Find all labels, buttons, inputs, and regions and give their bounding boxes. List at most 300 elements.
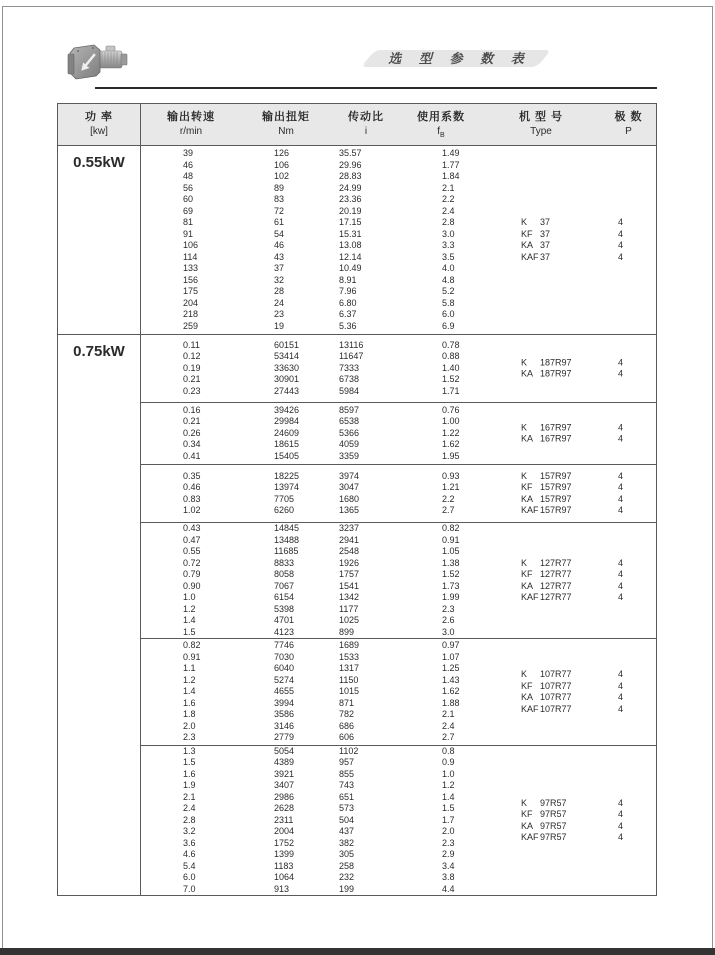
cell-ratio: 6.37 bbox=[339, 309, 357, 319]
model-size: 127R77 bbox=[540, 580, 572, 591]
data-row bbox=[141, 849, 656, 861]
cell-service-factor: 1.52 bbox=[442, 374, 460, 385]
cell-output-torque: 8833 bbox=[274, 557, 295, 568]
cell-output-speed: 218 bbox=[183, 309, 199, 319]
data-row bbox=[141, 861, 656, 873]
model-entry bbox=[521, 832, 623, 844]
data-row bbox=[141, 523, 656, 535]
data-row bbox=[141, 194, 656, 206]
cell-output-speed: 2.8 bbox=[183, 814, 196, 825]
cell-service-factor: 1.49 bbox=[442, 148, 460, 158]
header-rule bbox=[95, 87, 657, 89]
column-header-6 bbox=[601, 104, 656, 145]
cell-output-torque: 2311 bbox=[274, 814, 294, 825]
cell-service-factor: 1.05 bbox=[442, 546, 460, 556]
cell-service-factor: 4.0 bbox=[442, 263, 455, 273]
model-poles: 4 bbox=[618, 357, 624, 367]
model-prefix: KF bbox=[521, 482, 533, 492]
model-prefix: K bbox=[521, 422, 528, 432]
cell-output-speed: 6.0 bbox=[183, 872, 196, 883]
cell-output-speed: 48 bbox=[183, 171, 194, 181]
cell-output-torque: 126 bbox=[274, 148, 290, 158]
cell-output-speed: 4.6 bbox=[183, 849, 196, 860]
data-row bbox=[141, 769, 656, 781]
cell-output-speed: 175 bbox=[183, 286, 199, 296]
data-row bbox=[141, 780, 656, 792]
cell-service-factor: 0.88 bbox=[442, 351, 460, 362]
cell-output-torque: 83 bbox=[274, 194, 285, 204]
model-list bbox=[521, 471, 623, 517]
column-header-label: 机 型 号 bbox=[518, 111, 564, 123]
cell-output-torque: 53414 bbox=[274, 351, 300, 362]
cell-service-factor: 3.3 bbox=[442, 240, 455, 250]
selection-parameter-table bbox=[57, 103, 657, 896]
cell-service-factor: 1.77 bbox=[442, 159, 460, 170]
cell-ratio: 1541 bbox=[339, 580, 360, 591]
cell-service-factor: 2.1 bbox=[442, 709, 455, 720]
cell-output-speed: 1.2 bbox=[183, 674, 196, 685]
cell-ratio: 1317 bbox=[339, 663, 360, 674]
column-header-label: 功 率 bbox=[84, 111, 114, 123]
cell-output-speed: 0.91 bbox=[183, 651, 201, 662]
model-entry bbox=[521, 217, 623, 229]
cell-ratio: 1926 bbox=[339, 557, 360, 568]
model-entry bbox=[521, 422, 623, 434]
cell-ratio: 957 bbox=[339, 757, 355, 768]
cell-service-factor: 1.99 bbox=[442, 592, 460, 602]
cell-service-factor: 2.2 bbox=[442, 194, 455, 204]
model-poles: 4 bbox=[618, 669, 624, 679]
model-size: 97R57 bbox=[540, 809, 567, 819]
cell-output-torque: 60151 bbox=[274, 339, 300, 350]
cell-ratio: 573 bbox=[339, 803, 355, 814]
page-bottom-edge bbox=[0, 948, 715, 955]
cell-service-factor: 1.25 bbox=[442, 663, 460, 674]
model-prefix: KAF bbox=[521, 505, 539, 515]
data-block bbox=[141, 146, 656, 334]
cell-output-speed: 56 bbox=[183, 182, 194, 193]
cell-output-torque: 3586 bbox=[274, 709, 295, 720]
data-row bbox=[141, 321, 656, 333]
cell-service-factor: 1.95 bbox=[442, 450, 460, 461]
cell-service-factor: 6.9 bbox=[442, 320, 455, 331]
cell-ratio: 2941 bbox=[339, 534, 360, 545]
model-entry bbox=[521, 369, 623, 381]
cell-output-torque: 7067 bbox=[274, 580, 295, 591]
model-list bbox=[521, 422, 623, 445]
cell-output-torque: 28 bbox=[274, 286, 285, 296]
cell-service-factor: 0.97 bbox=[442, 640, 460, 651]
cell-ratio: 13.08 bbox=[339, 240, 362, 250]
data-row bbox=[141, 171, 656, 183]
cell-service-factor: 2.4 bbox=[442, 720, 455, 731]
model-entry bbox=[521, 798, 623, 810]
cell-service-factor: 2.1 bbox=[442, 182, 455, 193]
model-entry bbox=[521, 569, 623, 581]
cell-service-factor: 0.9 bbox=[442, 757, 455, 768]
cell-output-torque: 11685 bbox=[274, 546, 299, 556]
power-rating-label: 0.75kW bbox=[73, 343, 125, 360]
data-row bbox=[141, 298, 656, 310]
cell-ratio: 743 bbox=[339, 780, 355, 791]
model-size: 107R77 bbox=[540, 703, 572, 714]
model-size: 97R57 bbox=[540, 797, 567, 808]
model-size: 157R97 bbox=[540, 493, 572, 504]
cell-ratio: 15.31 bbox=[339, 228, 362, 239]
cell-service-factor: 0.91 bbox=[442, 534, 460, 545]
cell-output-speed: 1.8 bbox=[183, 709, 196, 720]
cell-ratio: 1533 bbox=[339, 651, 360, 662]
cell-output-speed: 0.83 bbox=[183, 493, 201, 504]
cell-output-torque: 913 bbox=[274, 883, 290, 894]
cell-output-speed: 0.55 bbox=[183, 546, 201, 556]
cell-ratio: 1015 bbox=[339, 686, 360, 697]
model-poles: 4 bbox=[618, 470, 624, 481]
cell-service-factor: 1.7 bbox=[442, 814, 455, 825]
data-row bbox=[141, 615, 656, 627]
cell-ratio: 11647 bbox=[339, 351, 364, 362]
model-entry bbox=[521, 681, 623, 693]
data-row bbox=[141, 263, 656, 275]
cell-service-factor: 5.8 bbox=[442, 297, 455, 308]
cell-output-speed: 5.4 bbox=[183, 860, 196, 871]
model-size: 157R97 bbox=[540, 505, 572, 515]
data-row bbox=[141, 627, 656, 639]
cell-output-speed: 1.1 bbox=[183, 663, 196, 674]
cell-service-factor: 1.5 bbox=[442, 803, 455, 814]
model-size: 157R97 bbox=[540, 482, 572, 492]
model-prefix: KA bbox=[521, 368, 534, 379]
cell-ratio: 1365 bbox=[339, 505, 360, 515]
cell-ratio: 382 bbox=[339, 837, 355, 848]
cell-service-factor: 1.62 bbox=[442, 686, 460, 697]
cell-service-factor: 2.3 bbox=[442, 603, 455, 614]
cell-output-torque: 7030 bbox=[274, 651, 295, 662]
column-header-label: 输出扭矩 bbox=[262, 111, 310, 123]
cell-output-torque: 15405 bbox=[274, 450, 300, 461]
model-prefix: KA bbox=[521, 580, 534, 591]
cell-service-factor: 1.73 bbox=[442, 580, 460, 591]
cell-ratio: 6538 bbox=[339, 416, 360, 427]
column-header-label: 使用系数 bbox=[417, 111, 465, 123]
cell-output-speed: 0.41 bbox=[183, 450, 201, 461]
column-header-unit: P bbox=[625, 126, 632, 137]
data-row bbox=[141, 451, 656, 463]
cell-output-speed: 69 bbox=[183, 205, 194, 216]
model-size: 37 bbox=[540, 228, 551, 239]
cell-output-speed: 1.6 bbox=[183, 768, 196, 779]
cell-service-factor: 1.43 bbox=[442, 674, 460, 685]
cell-ratio: 1757 bbox=[339, 569, 360, 579]
column-header-unit: Nm bbox=[278, 126, 294, 137]
cell-ratio: 8.91 bbox=[339, 274, 357, 285]
cell-service-factor: 5.2 bbox=[442, 286, 455, 296]
cell-service-factor: 2.8 bbox=[442, 217, 455, 227]
cell-output-torque: 72 bbox=[274, 205, 285, 216]
cell-service-factor: 1.84 bbox=[442, 171, 460, 181]
model-size: 167R97 bbox=[540, 433, 572, 444]
model-poles: 4 bbox=[618, 680, 624, 691]
data-row bbox=[141, 206, 656, 218]
power-group-0.55kW bbox=[58, 146, 656, 334]
column-header-unit: $f_B$ bbox=[437, 126, 445, 139]
cell-output-torque: 46 bbox=[274, 240, 285, 250]
cell-output-torque: 14845 bbox=[274, 523, 300, 533]
data-row bbox=[141, 405, 656, 417]
cell-ratio: 871 bbox=[339, 697, 355, 708]
column-header-1 bbox=[141, 104, 241, 145]
model-prefix: KAF bbox=[521, 251, 539, 262]
data-row bbox=[141, 746, 656, 758]
cell-service-factor: 1.4 bbox=[442, 791, 455, 802]
cell-ratio: 6.80 bbox=[339, 297, 357, 308]
cell-ratio: 504 bbox=[339, 814, 355, 825]
table-body bbox=[58, 146, 656, 895]
model-poles: 4 bbox=[618, 692, 624, 702]
model-entry bbox=[521, 252, 623, 264]
cell-ratio: 686 bbox=[339, 720, 355, 731]
cell-output-torque: 5274 bbox=[274, 674, 295, 685]
cell-service-factor: 1.0 bbox=[442, 768, 455, 779]
cell-output-torque: 1399 bbox=[274, 849, 295, 860]
model-list bbox=[521, 798, 623, 844]
model-prefix: KA bbox=[521, 493, 534, 504]
cell-output-speed: 1.2 bbox=[183, 603, 196, 614]
cell-service-factor: 4.8 bbox=[442, 274, 455, 285]
cell-service-factor: 1.00 bbox=[442, 416, 460, 427]
cell-output-torque: 5398 bbox=[274, 603, 295, 614]
model-prefix: KAF bbox=[521, 703, 539, 714]
model-prefix: KA bbox=[521, 433, 534, 444]
data-block bbox=[141, 745, 656, 895]
data-row bbox=[141, 604, 656, 616]
model-entry bbox=[521, 558, 623, 570]
cell-output-speed: 1.0 bbox=[183, 592, 196, 602]
cell-output-speed: 0.19 bbox=[183, 362, 201, 373]
cell-output-torque: 27443 bbox=[274, 385, 300, 396]
cell-output-torque: 1183 bbox=[274, 860, 294, 871]
model-poles: 4 bbox=[618, 809, 624, 819]
cell-output-torque: 4389 bbox=[274, 757, 295, 768]
column-header-4 bbox=[401, 104, 481, 145]
cell-service-factor: 1.71 bbox=[442, 385, 460, 396]
cell-output-speed: 2.1 bbox=[183, 791, 196, 802]
model-poles: 4 bbox=[618, 703, 624, 714]
cell-output-torque: 2986 bbox=[274, 791, 295, 802]
cell-output-torque: 29984 bbox=[274, 416, 300, 427]
cell-service-factor: 1.40 bbox=[442, 362, 460, 373]
cell-service-factor: 2.0 bbox=[442, 826, 455, 837]
model-size: 97R57 bbox=[540, 820, 567, 831]
cell-ratio: 1150 bbox=[339, 674, 359, 685]
cell-output-speed: 1.6 bbox=[183, 697, 196, 708]
model-poles: 4 bbox=[618, 580, 624, 591]
cell-service-factor: 0.76 bbox=[442, 404, 460, 415]
data-row bbox=[141, 721, 656, 733]
data-blocks bbox=[141, 146, 656, 334]
cell-output-torque: 6154 bbox=[274, 592, 295, 602]
model-list bbox=[521, 558, 623, 604]
cell-output-torque: 5054 bbox=[274, 745, 295, 756]
model-prefix: KA bbox=[521, 820, 534, 831]
cell-service-factor: 0.78 bbox=[442, 339, 460, 350]
model-poles: 4 bbox=[618, 482, 624, 492]
model-poles: 4 bbox=[618, 505, 624, 515]
cell-output-torque: 32 bbox=[274, 274, 285, 285]
data-blocks bbox=[141, 335, 656, 895]
cell-output-torque: 18225 bbox=[274, 470, 300, 481]
cell-output-torque: 4701 bbox=[274, 615, 295, 625]
cell-output-torque: 4123 bbox=[274, 626, 295, 637]
cell-output-torque: 6260 bbox=[274, 505, 295, 515]
cell-output-speed: 1.4 bbox=[183, 615, 196, 625]
model-poles: 4 bbox=[618, 797, 624, 808]
column-header-label: 极 数 bbox=[614, 111, 643, 123]
data-block bbox=[141, 402, 656, 464]
model-entry bbox=[521, 692, 623, 704]
cell-output-speed: 0.21 bbox=[183, 374, 201, 385]
cell-service-factor: 2.6 bbox=[442, 615, 455, 625]
cell-output-torque: 3407 bbox=[274, 780, 295, 791]
data-row bbox=[141, 386, 656, 398]
cell-output-speed: 1.5 bbox=[183, 626, 196, 637]
model-size: 187R97 bbox=[540, 357, 572, 367]
data-row bbox=[141, 640, 656, 652]
data-block bbox=[141, 638, 656, 745]
model-entry bbox=[521, 482, 623, 494]
data-row bbox=[141, 286, 656, 298]
data-row bbox=[141, 148, 656, 160]
title-badge bbox=[368, 50, 544, 67]
model-entry bbox=[521, 821, 623, 833]
model-list bbox=[521, 357, 623, 380]
cell-ratio: 10.49 bbox=[339, 263, 362, 273]
cell-output-speed: 3.2 bbox=[183, 826, 196, 837]
gearbox-product-image bbox=[66, 42, 132, 89]
cell-ratio: 1689 bbox=[339, 640, 360, 651]
cell-output-torque: 8058 bbox=[274, 569, 295, 579]
cell-service-factor: 3.5 bbox=[442, 251, 455, 262]
data-row bbox=[141, 309, 656, 321]
cell-output-torque: 106 bbox=[274, 159, 290, 170]
model-entry bbox=[521, 240, 623, 252]
cell-output-speed: 0.26 bbox=[183, 427, 201, 438]
cell-ratio: 7.96 bbox=[339, 286, 357, 296]
cell-output-torque: 54 bbox=[274, 228, 285, 239]
cell-service-factor: 3.4 bbox=[442, 860, 455, 871]
cell-output-torque: 3921 bbox=[274, 768, 295, 779]
column-header-unit: r/min bbox=[179, 126, 203, 137]
cell-output-torque: 3994 bbox=[274, 697, 295, 708]
cell-ratio: 1177 bbox=[339, 603, 359, 614]
cell-output-speed: 1.4 bbox=[183, 686, 196, 697]
cell-ratio: 782 bbox=[339, 709, 355, 720]
column-header-label: 输出转速 bbox=[167, 111, 215, 123]
data-row bbox=[141, 183, 656, 195]
model-prefix: KF bbox=[521, 809, 533, 819]
cell-service-factor: 1.2 bbox=[442, 780, 455, 791]
cell-output-torque: 102 bbox=[274, 171, 290, 181]
column-header-5 bbox=[481, 104, 601, 145]
data-row bbox=[141, 652, 656, 664]
cell-output-torque: 4655 bbox=[274, 686, 295, 697]
model-size: 127R77 bbox=[540, 592, 572, 602]
cell-output-speed: 2.0 bbox=[183, 720, 196, 731]
data-row bbox=[141, 275, 656, 287]
column-header-unit: Type bbox=[530, 126, 552, 137]
cell-output-torque: 33630 bbox=[274, 362, 300, 373]
cell-output-torque: 13974 bbox=[274, 482, 300, 492]
cell-output-speed: 3.6 bbox=[183, 837, 196, 848]
model-poles: 4 bbox=[618, 228, 624, 239]
model-entry bbox=[521, 229, 623, 241]
cell-ratio: 258 bbox=[339, 860, 355, 871]
cell-output-speed: 60 bbox=[183, 194, 194, 204]
cell-service-factor: 4.4 bbox=[442, 883, 455, 894]
column-header-unit: i bbox=[364, 126, 368, 137]
cell-ratio: 4059 bbox=[339, 439, 360, 450]
cell-output-speed: 0.47 bbox=[183, 534, 201, 545]
cell-output-speed: 0.11 bbox=[183, 339, 200, 350]
model-size: 107R77 bbox=[540, 692, 572, 702]
model-entry bbox=[521, 505, 623, 517]
model-prefix: KF bbox=[521, 228, 533, 239]
cell-output-speed: 106 bbox=[183, 240, 199, 250]
cell-ratio: 28.83 bbox=[339, 171, 362, 181]
model-size: 37 bbox=[540, 217, 551, 227]
cell-ratio: 13116 bbox=[339, 339, 364, 350]
cell-output-speed: 39 bbox=[183, 148, 194, 158]
cell-output-speed: 2.3 bbox=[183, 732, 196, 743]
data-row bbox=[141, 884, 656, 896]
model-size: 187R97 bbox=[540, 368, 572, 379]
model-poles: 4 bbox=[618, 569, 624, 579]
cell-ratio: 5366 bbox=[339, 427, 360, 438]
data-row bbox=[141, 546, 656, 558]
data-row bbox=[141, 160, 656, 172]
cell-output-torque: 13488 bbox=[274, 534, 300, 545]
cell-output-torque: 39426 bbox=[274, 404, 300, 415]
cell-output-speed: 2.4 bbox=[183, 803, 196, 814]
cell-ratio: 12.14 bbox=[339, 251, 362, 262]
model-size: 157R97 bbox=[540, 470, 572, 481]
model-size: 37 bbox=[540, 251, 551, 262]
power-column bbox=[58, 335, 141, 895]
cell-output-torque: 3146 bbox=[274, 720, 295, 731]
cell-service-factor: 2.7 bbox=[442, 732, 455, 743]
cell-ratio: 651 bbox=[339, 791, 355, 802]
model-prefix: KF bbox=[521, 680, 533, 691]
cell-output-torque: 89 bbox=[274, 182, 285, 193]
cell-ratio: 23.36 bbox=[339, 194, 362, 204]
cell-ratio: 3974 bbox=[339, 470, 360, 481]
cell-ratio: 855 bbox=[339, 768, 355, 779]
model-poles: 4 bbox=[618, 422, 624, 432]
cell-ratio: 17.15 bbox=[339, 217, 362, 227]
model-poles: 4 bbox=[618, 368, 624, 379]
cell-service-factor: 2.3 bbox=[442, 837, 455, 848]
cell-output-speed: 46 bbox=[183, 159, 194, 170]
cell-ratio: 1025 bbox=[339, 615, 360, 625]
cell-output-speed: 0.79 bbox=[183, 569, 201, 579]
model-poles: 4 bbox=[618, 832, 624, 842]
cell-service-factor: 2.9 bbox=[442, 849, 455, 860]
cell-ratio: 232 bbox=[339, 872, 355, 883]
model-size: 107R77 bbox=[540, 669, 572, 679]
cell-service-factor: 1.38 bbox=[442, 557, 460, 568]
cell-service-factor: 3.8 bbox=[442, 872, 455, 883]
cell-ratio: 6738 bbox=[339, 374, 360, 385]
